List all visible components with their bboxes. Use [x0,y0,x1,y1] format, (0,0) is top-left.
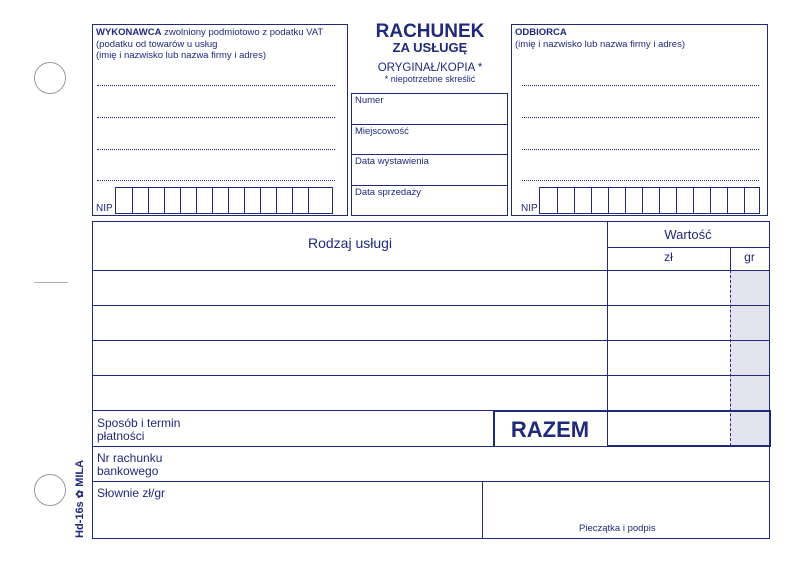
issue-date-field[interactable] [352,155,507,186]
service-row[interactable] [93,376,769,410]
seller-nip-field[interactable] [115,187,333,214]
copy-footnote: * niepotrzebne skreślić [384,74,476,84]
seller-address-line-4[interactable] [97,180,335,181]
sale-date-field[interactable] [352,186,507,216]
seller-heading: WYKONAWCA [96,27,162,38]
copy-type: ORYGINAŁ/KOPIA * [377,62,483,74]
brand-name: MILA [74,459,86,487]
buyer-nip-field[interactable] [539,187,760,214]
number-label: Numer [355,95,384,106]
service-row[interactable] [93,271,769,305]
buyer-hint: (imię i nazwisko lub nazwa firmy i adres) [515,39,685,50]
binder-hole-top [34,62,66,94]
seller-nip-label: NIP [96,203,113,214]
sale-date-label: Data sprzedaży [355,187,422,198]
seller-note-line: (podatku od towarów u usług [96,39,218,50]
bank-account-label-2: bankowego [97,464,159,478]
buyer-heading: ODBIORCA [515,27,567,38]
document-title: RACHUNEK [375,21,485,42]
total-value-cell[interactable] [607,410,771,447]
bank-account-field[interactable] [93,447,769,481]
seller-address-line-2[interactable] [97,117,335,118]
buyer-box [511,24,768,216]
buyer-address-line-4[interactable] [522,180,759,181]
service-column-header: Rodzaj usługi [307,235,393,251]
fold-mark [34,282,68,283]
document-subtitle: ZA USŁUGĘ [392,40,468,55]
total-label: RAZEM [510,417,590,442]
buyer-address-line-3[interactable] [522,149,759,150]
buyer-address-line-1[interactable] [522,85,759,86]
amount-in-words-field[interactable] [93,482,482,538]
service-row[interactable] [93,341,769,375]
amount-in-words-label: Słownie zł/gr [97,486,166,500]
stamp-signature-label: Pieczątka i podpis [579,523,656,534]
services-table [92,221,770,539]
number-field[interactable] [352,94,507,125]
place-label: Miejscowość [355,126,409,137]
brand-logo-icon: ✿ [75,489,86,499]
seller-hint: (imię i nazwisko lub nazwa firmy i adres) [96,50,266,61]
payment-terms-label-2: płatności [97,429,145,443]
seller-address-line-1[interactable] [97,85,335,86]
bank-account-label-1: Nr rachunku [97,451,163,465]
stamp-signature-field[interactable] [482,482,769,538]
seller-box [92,24,348,216]
issue-date-label: Data wystawienia [355,156,429,167]
meta-fields-box [351,93,508,216]
form-code: Hd-16s [74,501,86,538]
seller-address-line-3[interactable] [97,149,335,150]
payment-terms-field[interactable] [93,411,493,446]
service-row[interactable] [93,306,769,340]
buyer-nip-label: NIP [521,203,538,214]
payment-terms-label-1: Sposób i termin [97,416,181,430]
zl-column-header: zł [664,250,673,264]
buyer-address-line-2[interactable] [522,117,759,118]
side-imprint [70,448,88,538]
value-column-header: Wartość [664,227,712,242]
gr-column-header: gr [744,250,755,264]
place-field[interactable] [352,125,507,155]
seller-vat-note: zwolniony podmiotowo z podatku VAT [164,27,324,38]
total-label-cell [493,411,607,446]
